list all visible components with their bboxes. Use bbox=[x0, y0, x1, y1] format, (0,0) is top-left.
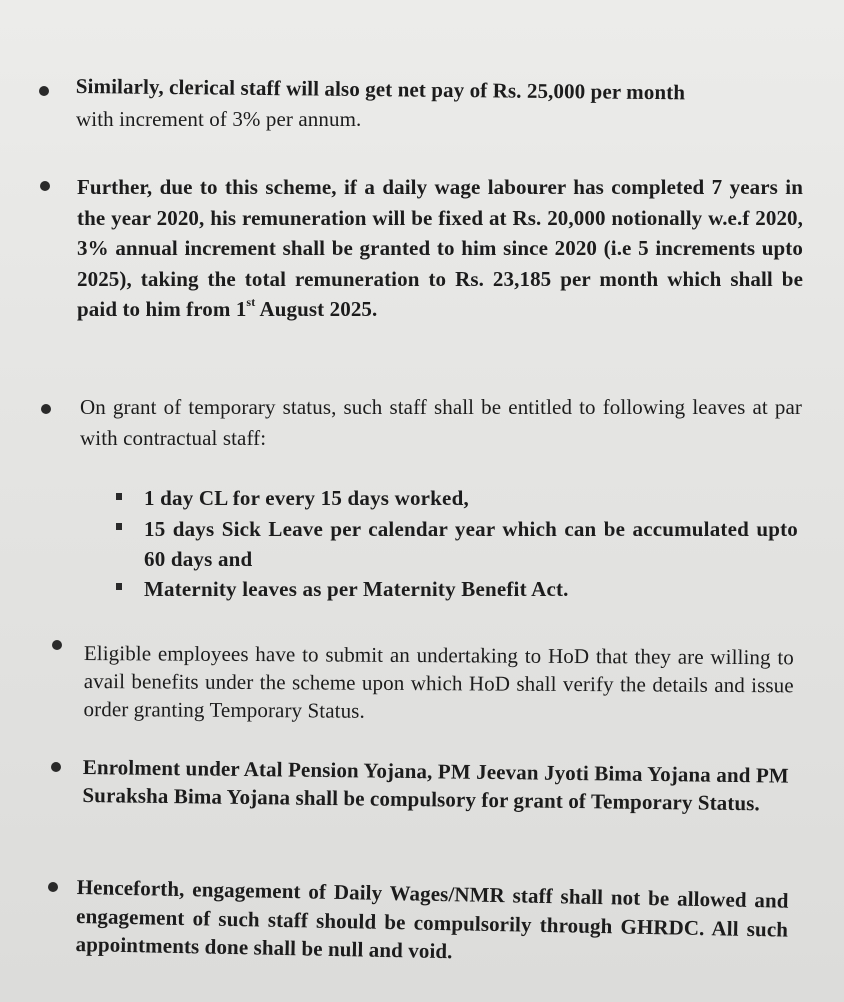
bullet-text-line2: with increment of 3% per annum. bbox=[76, 107, 362, 131]
bullet-text-main: On grant of temporary status, such staff shall be entitled to following leaves at par with contractual staff: bbox=[80, 395, 802, 450]
square-bullet bbox=[116, 583, 122, 590]
bullet-dot bbox=[52, 640, 62, 650]
sub-item-text: Maternity leaves as per Maternity Benefit Act. bbox=[144, 577, 569, 601]
bullet-text-end: August 2025. bbox=[255, 297, 378, 321]
bullet-text-main: Further, due to this scheme, if a daily wage labourer has completed 7 years in the year 2020, his remuneration will be fixed at Rs. 20,000 notionally w.e.f 2020, 3% annual increment shall be granted to him since 2020 (i.e 5 increments upto 2025), taking the total remuneration to Rs. 23,185 per month which shall be paid to him from 1 bbox=[77, 175, 803, 321]
bullet-text-main: Eligible employees have to submit an undertaking to HoD that they are willing to avail benefits under the scheme upon which HoD shall verify the details and issue order granting Temporary Status. bbox=[83, 640, 794, 723]
bullet-dot bbox=[51, 762, 61, 772]
bullet-text-sup: st bbox=[246, 295, 256, 309]
bullet-dot bbox=[41, 404, 51, 414]
bullet-text bbox=[82, 753, 789, 818]
bullet-text-main: Enrolment under Atal Pension Yojana, PM Jeevan Jyoti Bima Yojana and PM Suraksha Bima Yojana shall be compulsory for grant of Temporary Status. bbox=[82, 754, 789, 816]
sub-item-text: 1 day CL for every 15 days worked, bbox=[144, 486, 469, 510]
bullet-text bbox=[80, 392, 802, 453]
bullet-dot bbox=[40, 181, 50, 191]
bullet-text bbox=[77, 172, 803, 325]
bullet-text-main: Henceforth, engagement of Daily Wages/NMR staff shall not be allowed and engagement of such staff should be compulsorily through GHRDC. All such appointments done shall be null and void. bbox=[75, 874, 789, 964]
bullet-text-cont bbox=[76, 104, 576, 135]
bullet-dot bbox=[48, 882, 58, 892]
bullet-text-line1: Similarly, clerical staff will also get net pay of Rs. 25,000 per month bbox=[75, 73, 686, 105]
bullet-text bbox=[75, 873, 789, 972]
bullet-text bbox=[83, 639, 793, 727]
bullet-dot bbox=[39, 86, 49, 96]
sub-item-text: 15 days Sick Leave per calendar year which can be accumulated upto 60 days and bbox=[144, 517, 798, 571]
square-bullet bbox=[116, 523, 122, 530]
square-bullet bbox=[116, 493, 122, 500]
